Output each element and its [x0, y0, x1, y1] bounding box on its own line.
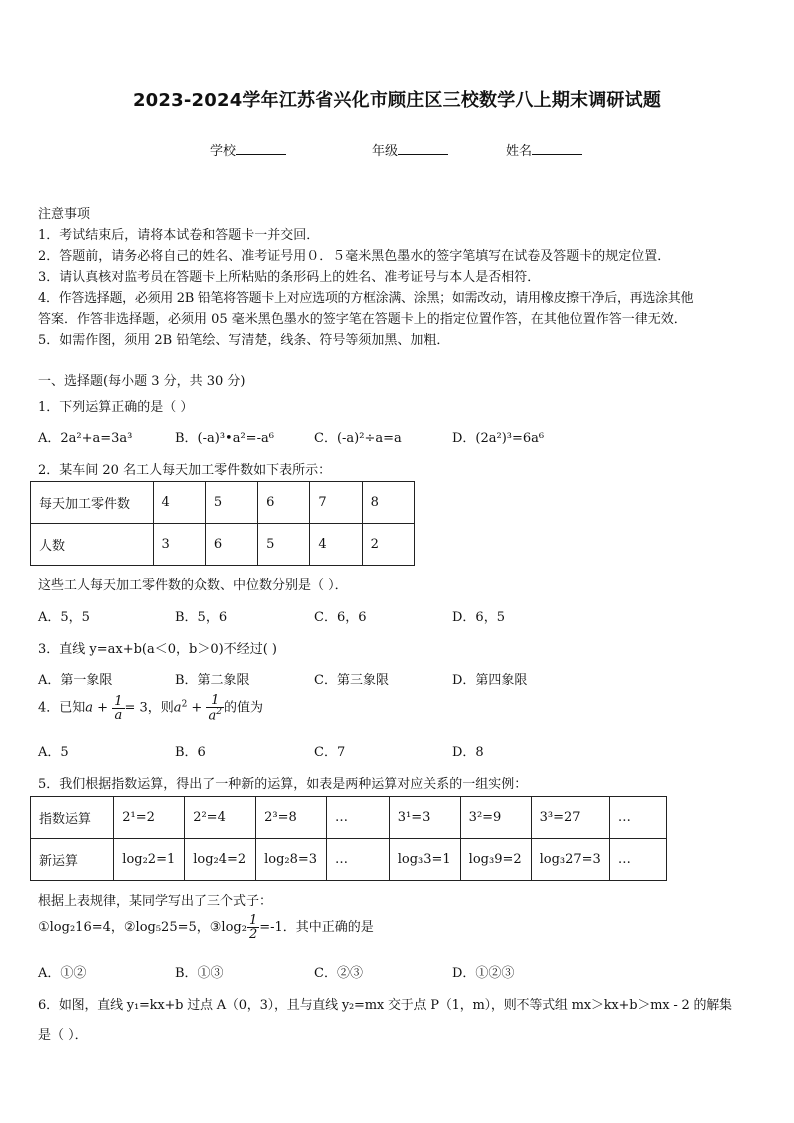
option-c: C．(-a)²÷a=a	[314, 431, 402, 446]
fraction-1-over-a: $\frac{1}{a}$	[114, 693, 123, 723]
option-a: A．2a²+a=3a³	[38, 431, 133, 446]
option-d: D．8	[452, 745, 484, 760]
table-cell: …	[609, 839, 666, 881]
school-label: 学校	[210, 144, 237, 159]
option-d: D．①②③	[452, 966, 515, 981]
notes-heading: 注意事项	[38, 207, 91, 222]
table-cell: 3³=27	[531, 797, 609, 839]
option-b: B．(-a)³•a²=-a⁶	[175, 431, 274, 446]
option-c: C．6，6	[314, 610, 367, 625]
note-item: 4．作答选择题，必须用 2B 铅笔将答题卡上对应选项的方框涂满、涂黑；如需改动，请用橡皮擦干净后，再选涂其他	[38, 291, 694, 306]
table-cell: 2²=4	[185, 797, 256, 839]
table-cell: 2³=8	[256, 797, 327, 839]
option-a: A．①②	[38, 966, 87, 981]
table-cell: log₂2=1	[114, 839, 185, 881]
expressions-suffix: =-1．其中正确的是	[259, 920, 374, 935]
option-d: D．6，5	[452, 610, 505, 625]
question-3-options	[38, 669, 738, 687]
fraction-1-over-a2: $\frac{1}{a^2}$	[208, 693, 222, 724]
note-item: 2．答题前，请务必将自己的姓名、准考证号用０．５毫米黑色墨水的签字笔填写在试卷及答题卡的规定位置．	[38, 249, 671, 264]
page-title: 2023-2024学年江苏省兴化市顾庄区三校数学八上期末调研试题	[132, 90, 662, 111]
grade-blank	[398, 142, 448, 155]
question-5-options	[38, 962, 738, 980]
fraction-1-over-2: $\frac{1}{2}$	[248, 913, 258, 942]
table-cell: 2¹=2	[114, 797, 185, 839]
question-4-stem: 4．已知a + $\frac{1}{a}$ = 3，则$a^2$ + $\frac{1}{a^2}$ 的值为	[38, 693, 263, 724]
question-5-expressions	[38, 914, 374, 941]
question-2-follow: 这些工人每天加工零件数的众数、中位数分别是（ ）．	[38, 578, 348, 593]
table-cell: log₃3=1	[389, 839, 460, 881]
table-cell: 5	[205, 482, 257, 524]
option-c: C．7	[314, 745, 346, 760]
grade-label: 年级	[372, 144, 399, 159]
section-heading: 一、选择题(每小题 3 分，共 30 分)	[38, 374, 246, 389]
option-d: D．第四象限	[452, 673, 528, 688]
question-4-options	[38, 741, 738, 759]
table-cell: 5	[258, 524, 310, 566]
note-item: 答案．作答非选择题，必须用 05 毫米黑色墨水的签字笔在答题卡上的指定位置作答，在其他位置作答一律无效．	[38, 312, 687, 327]
table-cell: 4	[310, 524, 362, 566]
question-3-stem: 3．直线 y=ax+b(a＜0，b＞0)不经过( )	[38, 642, 277, 657]
table-cell: 4	[153, 482, 205, 524]
grade-field	[372, 140, 448, 159]
option-b: B．第二象限	[175, 673, 250, 688]
question-1-stem: 1．下列运算正确的是（ ）	[38, 400, 194, 415]
table-cell: 新运算	[31, 839, 114, 881]
table-cell: 8	[362, 482, 414, 524]
table-cell: 指数运算	[31, 797, 114, 839]
question-4-prefix: 4．已知	[38, 700, 86, 716]
table-cell: 人数	[31, 524, 154, 566]
math-expression: a	[85, 700, 94, 716]
option-d: D．(2a²)³=6a⁶	[452, 431, 545, 446]
option-b: B．①③	[175, 966, 224, 981]
table-cell: 6	[205, 524, 257, 566]
expressions-prefix: ①log₂16=4，②log₅25=5，③log₂	[38, 920, 247, 935]
option-a: A．5，5	[38, 610, 90, 625]
question-5-follow: 根据上表规律，某同学写出了三个式子：	[38, 894, 273, 909]
school-blank	[236, 142, 286, 155]
question-4-mid: = 3，则	[124, 700, 174, 716]
table-cell: 每天加工零件数	[31, 482, 154, 524]
name-blank	[532, 142, 582, 155]
table-cell: 2	[362, 524, 414, 566]
question-2-stem: 2．某车间 20 名工人每天加工零件数如下表所示：	[38, 463, 332, 478]
question-6-line-2: 是（ ）．	[38, 1028, 88, 1043]
table-cell: …	[609, 797, 666, 839]
table-cell: 3²=9	[460, 797, 531, 839]
note-item: 5．如需作图，须用 2B 铅笔绘、写清楚，线条、符号等须加黑、加粗．	[38, 333, 450, 348]
question-5-table	[30, 796, 667, 881]
table-cell: …	[327, 839, 390, 881]
name-label: 姓名	[506, 144, 533, 159]
table-cell: log₂8=3	[256, 839, 327, 881]
option-a: A．第一象限	[38, 673, 113, 688]
option-c: C．②③	[314, 966, 363, 981]
table-cell: …	[327, 797, 390, 839]
note-item: 3．请认真核对监考员在答题卡上所粘贴的条形码上的姓名、准考证号与本人是否相符．	[38, 270, 541, 285]
math-expression: a	[173, 700, 182, 716]
note-item: 1．考试结束后，请将本试卷和答题卡一并交回．	[38, 228, 320, 243]
option-b: B．5，6	[175, 610, 228, 625]
school-field	[210, 140, 286, 159]
table-cell: 6	[258, 482, 310, 524]
question-2-options	[38, 606, 738, 624]
option-b: B．6	[175, 745, 206, 760]
table-cell: log₃9=2	[460, 839, 531, 881]
option-c: C．第三象限	[314, 673, 389, 688]
table-cell: 7	[310, 482, 362, 524]
table-cell: 3¹=3	[389, 797, 460, 839]
question-1-options	[38, 427, 738, 445]
table-cell: log₂4=2	[185, 839, 256, 881]
question-2-table	[30, 481, 415, 566]
question-5-stem: 5．我们根据指数运算，得出了一种新的运算，如表是两种运算对应关系的一组实例：	[38, 777, 528, 792]
question-6-line-1: 6．如图，直线 y₁=kx+b 过点 A（0，3），且与直线 y₂=mx 交于点 P（1，m），则不等式组 mx＞kx+b＞mx - 2 的解集	[38, 998, 732, 1013]
table-cell: 3	[153, 524, 205, 566]
option-a: A．5	[38, 745, 69, 760]
question-4-suffix: 的值为	[223, 700, 263, 716]
name-field	[506, 140, 582, 159]
table-cell: log₃27=3	[531, 839, 609, 881]
